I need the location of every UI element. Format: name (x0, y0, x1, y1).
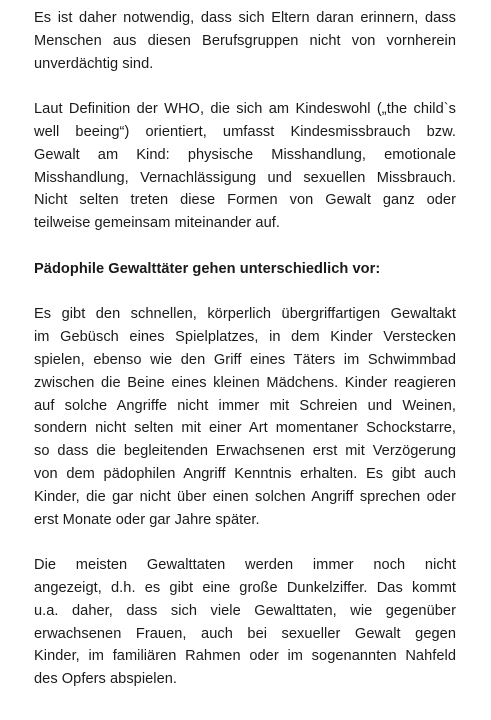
text-line: Es ist daher notwendig, dass sich Eltern daran erinnern, dass (34, 10, 456, 26)
paragraph-assault-types (34, 303, 456, 531)
text-line: Laut Definition der WHO, die sich am Kindeswohl („the child`s (34, 101, 456, 118)
text-line: auf solche Angriffe nicht immer mit Schreien und Weinen, (34, 397, 456, 414)
text-line: so dass die begleitenden Erwachsenen erst mit Verzögerung (34, 443, 456, 460)
text-line: u.a. daher, dass sich viele Gewalttaten, wie gegenüber (34, 602, 456, 619)
text-line: erst Monate oder gar Jahre später. (34, 511, 260, 528)
text-line: well beeing“) orientiert, umfasst Kindesmissbrauch bzw. (34, 123, 456, 140)
text-line: Es gibt den schnellen, körperlich übergriffartigen Gewaltakt (34, 306, 456, 323)
text-line: unverdächtig sind. (34, 55, 154, 72)
text-line: Misshandlung, Vernachlässigung und sexuellen Missbrauch. (34, 169, 456, 186)
text-line: zwischen die Beine eines kleinen Mädchens. Kinder reagieren (34, 374, 456, 391)
text-line: im Gebüsch eines Spielplatzes, in dem Kinder Verstecken (34, 329, 456, 346)
text-line: Kinder, im familiären Rahmen oder im sogenannten Nahfeld (34, 648, 456, 665)
text-line: sondern nicht selten mit einer Art momentaner Schockstarre, (34, 420, 456, 437)
text-line: Gewalt am Kind: physische Misshandlung, emotionale (34, 146, 456, 163)
paragraph-who-definition (34, 98, 456, 235)
text-line: des Opfers abspielen. (34, 671, 178, 688)
document-body (34, 7, 456, 714)
text-line: angezeigt, d.h. es gibt eine große Dunkelziffer. Das kommt (34, 579, 456, 596)
text-line: Die meisten Gewalttaten werden immer noch nicht (34, 557, 456, 574)
text-line: Menschen aus diesen Berufsgruppen nicht von vornherein (34, 32, 456, 49)
text-line: spielen, ebenso wie den Griff eines Täters im Schwimmbad (34, 351, 456, 368)
text-line: Nicht selten treten diese Formen von Gewalt ganz oder (34, 192, 456, 209)
paragraph-parents-reminder (34, 7, 456, 75)
text-line: Kinder, die gar nicht über einen solchen Angriff sprechen oder (34, 488, 456, 505)
section-heading: Pädophile Gewalttäter gehen unterschiedlich vor: (34, 260, 381, 277)
text-line: von dem pädophilen Angriff Kenntnis erhalten. Es gibt auch (34, 465, 456, 482)
text-line: teilweise gemeinsam miteinander auf. (34, 215, 280, 232)
paragraph-dark-figure (34, 554, 456, 691)
text-line: erwachsenen Frauen, auch bei sexueller Gewalt gegen (34, 625, 456, 642)
